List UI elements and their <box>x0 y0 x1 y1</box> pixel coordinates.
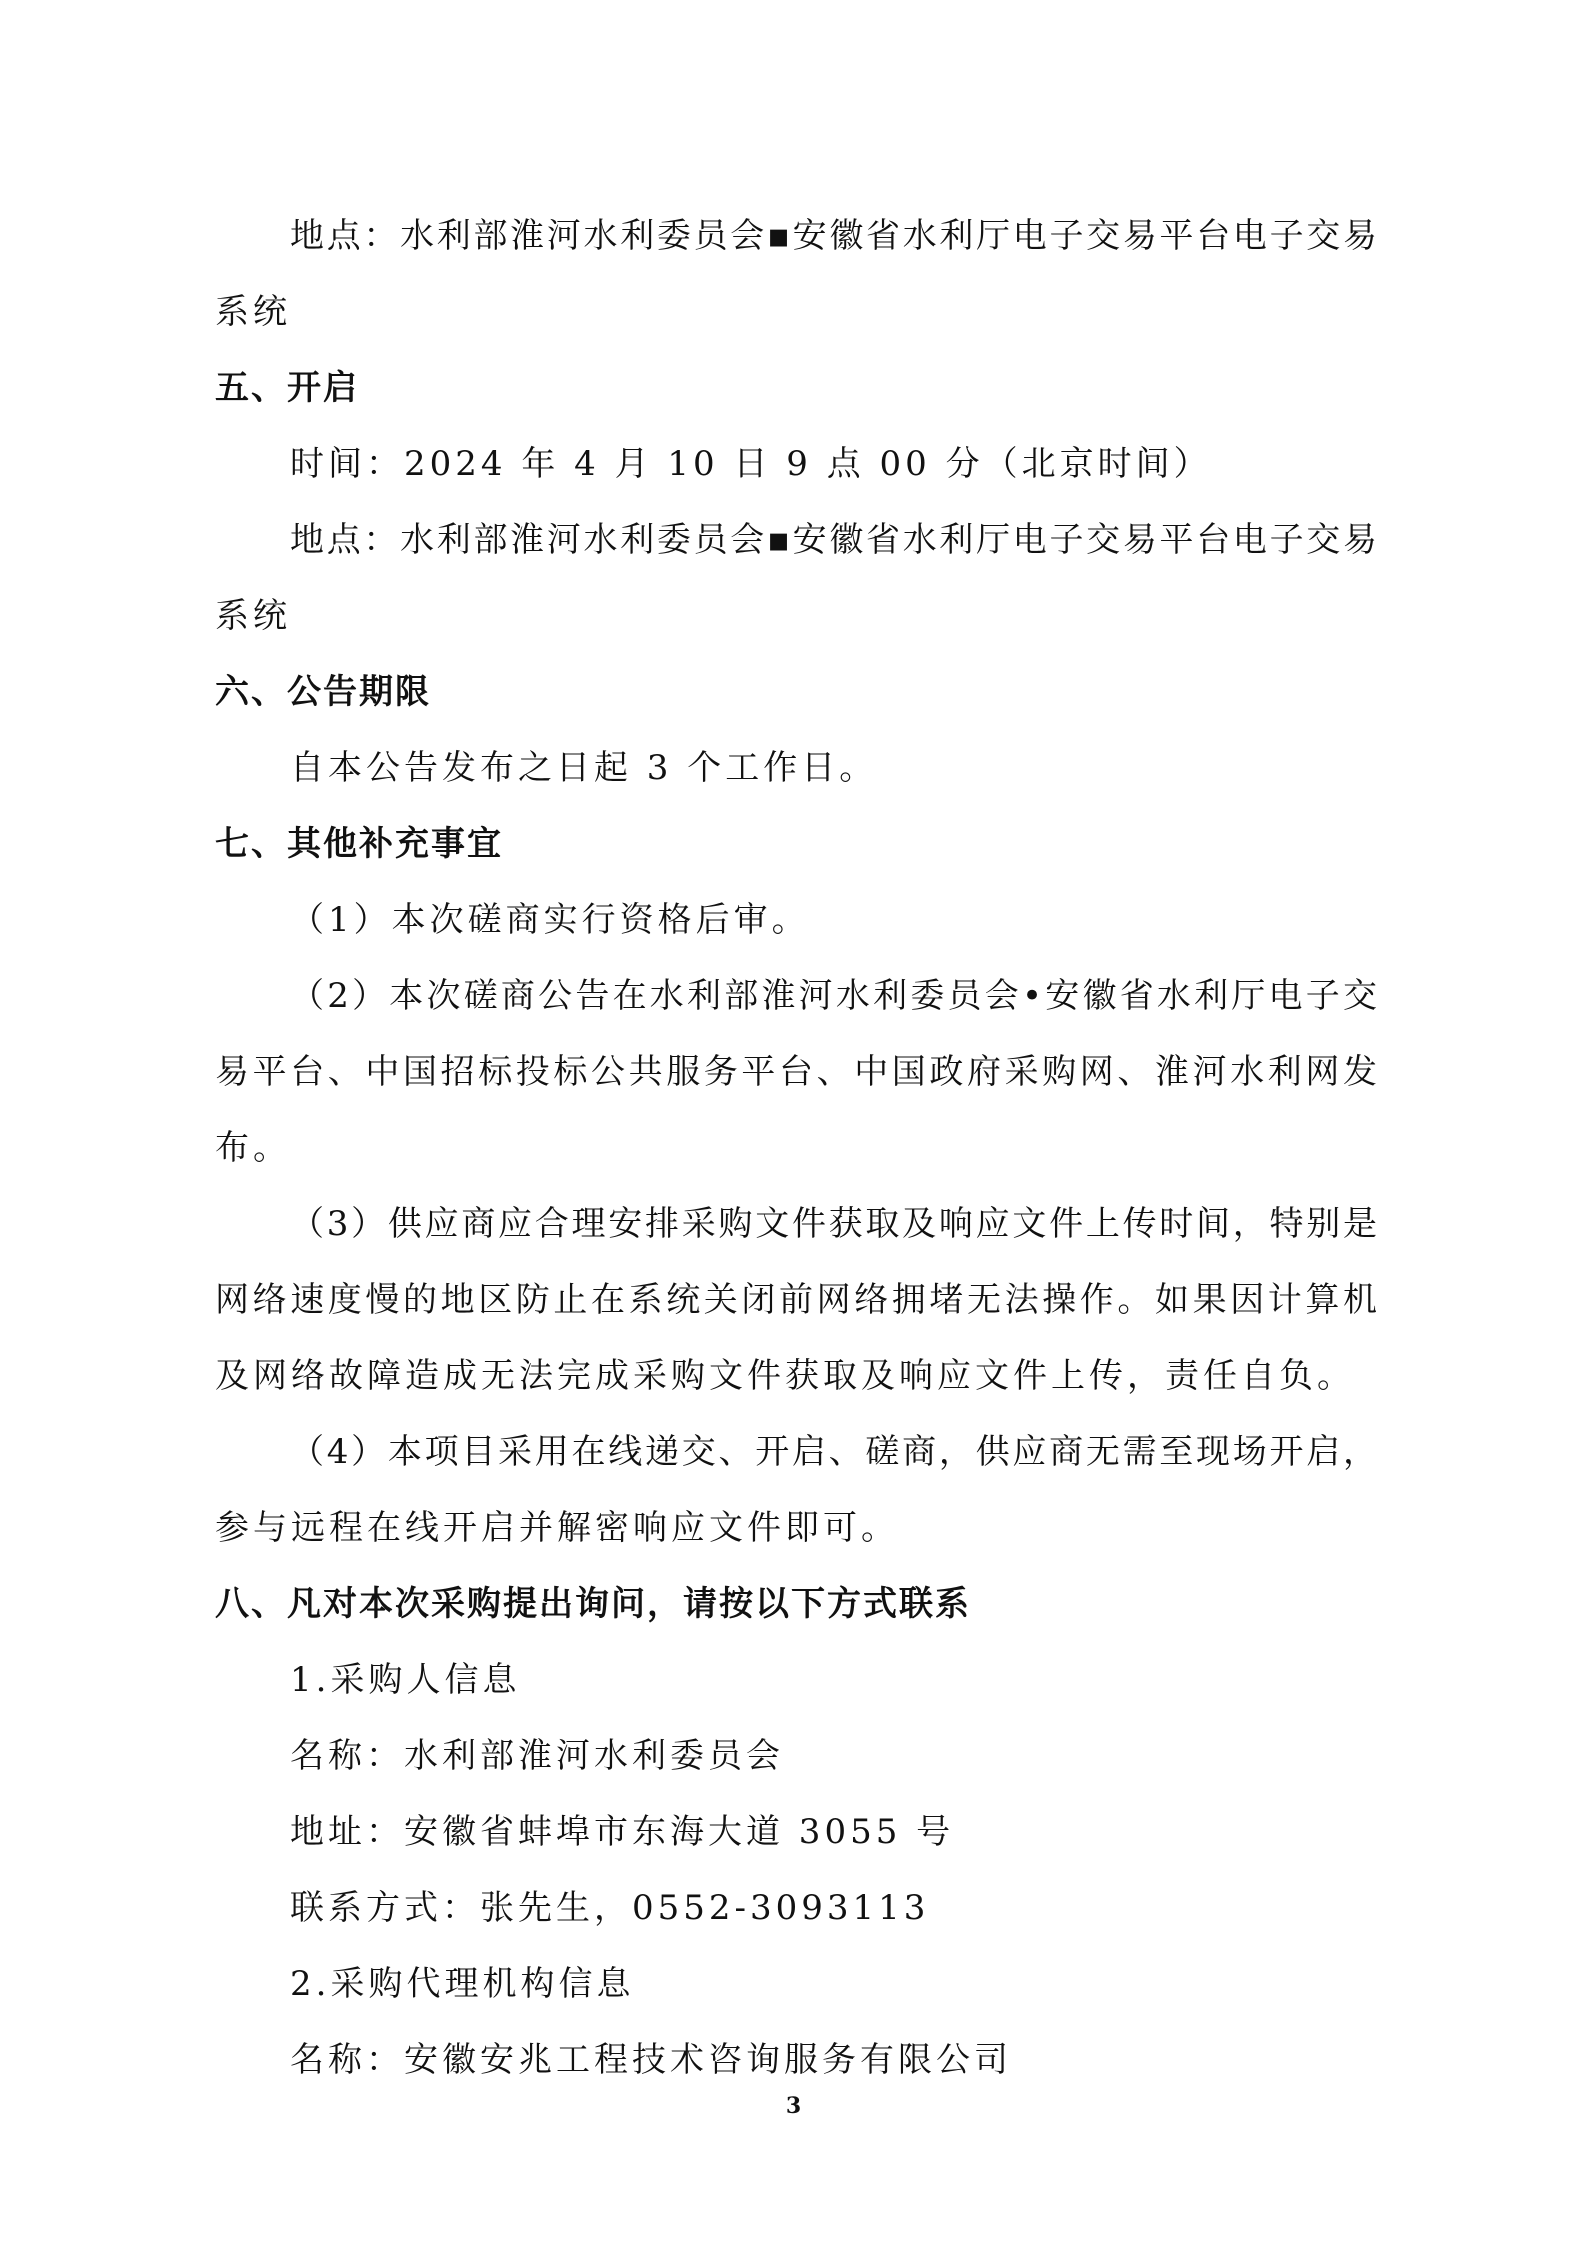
paragraph-line: 布。 <box>215 1128 291 1168</box>
paragraph-line: 地点：水利部淮河水利委员会▪安徽省水利厅电子交易平台电子交易 <box>290 520 1377 560</box>
paragraph-line: 2.采购代理机构信息 <box>290 1964 635 2004</box>
paragraph-line: 地点：水利部淮河水利委员会▪安徽省水利厅电子交易平台电子交易 <box>290 216 1377 256</box>
page-number: 3 <box>785 2093 802 2119</box>
paragraph-line: （4）本项目采用在线递交、开启、磋商，供应商无需至现场开启， <box>290 1432 1377 1472</box>
paragraph-line: 1.采购人信息 <box>290 1660 521 1700</box>
paragraph-line: （3）供应商应合理安排采购文件获取及响应文件上传时间，特别是 <box>290 1204 1377 1244</box>
paragraph-line: 网络速度慢的地区防止在系统关闭前网络拥堵无法操作。如果因计算机 <box>215 1280 1377 1320</box>
paragraph-line: 名称：安徽安兆工程技术咨询服务有限公司 <box>290 2040 1012 2080</box>
paragraph-line: 时间：2024 年 4 月 10 日 9 点 00 分（北京时间） <box>290 444 1212 484</box>
section-heading-other: 七、其他补充事宜 <box>215 824 503 864</box>
paragraph-line: 地址：安徽省蚌埠市东海大道 3055 号 <box>290 1812 955 1852</box>
paragraph-line: 系统 <box>215 596 291 636</box>
paragraph-line: （2）本次磋商公告在水利部淮河水利委员会•安徽省水利厅电子交 <box>290 976 1377 1016</box>
paragraph-line: 系统 <box>215 292 291 332</box>
paragraph-line: 自本公告发布之日起 3 个工作日。 <box>290 748 878 788</box>
paragraph-line: 参与远程在线开启并解密响应文件即可。 <box>215 1508 899 1548</box>
paragraph-line: （1）本次磋商实行资格后审。 <box>290 900 810 940</box>
paragraph-line: 易平台、中国招标投标公共服务平台、中国政府采购网、淮河水利网发 <box>215 1052 1377 1092</box>
section-heading-period: 六、公告期限 <box>215 672 431 712</box>
section-heading-open: 五、开启 <box>215 368 359 408</box>
paragraph-line: 名称：水利部淮河水利委员会 <box>290 1736 784 1776</box>
paragraph-line: 联系方式：张先生，0552-3093113 <box>290 1888 930 1928</box>
section-heading-contact: 八、凡对本次采购提出询问，请按以下方式联系 <box>215 1584 971 1624</box>
paragraph-line: 及网络故障造成无法完成采购文件获取及响应文件上传，责任自负。 <box>215 1356 1355 1396</box>
